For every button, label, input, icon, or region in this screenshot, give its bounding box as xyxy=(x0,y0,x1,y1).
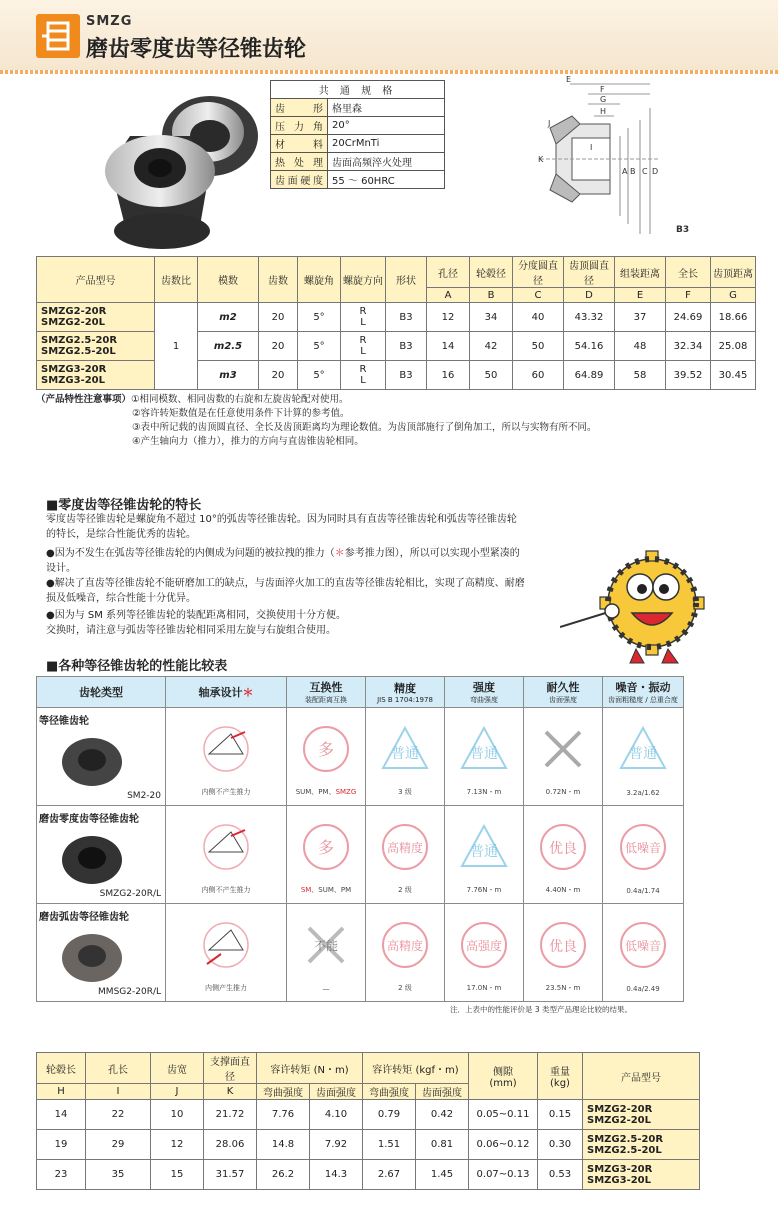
cell: 20 xyxy=(259,361,298,390)
interchange-cell xyxy=(287,708,366,806)
th-text: 噪音・振动 xyxy=(615,681,671,694)
spec-key: 压力角 xyxy=(271,117,328,135)
rating-cross-icon xyxy=(301,920,351,970)
th-bore: 孔径 xyxy=(427,257,470,288)
dim-label: J xyxy=(548,119,551,128)
strength-caption: 7.13N・m xyxy=(466,788,502,796)
dim-label: H xyxy=(600,107,607,116)
th-letter: B xyxy=(470,288,513,303)
th-sub: 弯曲强度 xyxy=(470,696,498,704)
cell: 2.67 xyxy=(363,1160,416,1190)
spec-key: 热处理 xyxy=(271,153,328,171)
caption-text: SUM、PM、 xyxy=(295,788,336,796)
model-number: SMZG2.5-20L xyxy=(587,1144,662,1156)
th-durability xyxy=(524,677,603,708)
spec-key: 齿面硬度 xyxy=(271,171,328,189)
rating-text: 高强度 xyxy=(465,939,503,953)
durability-caption: 4.40N・m xyxy=(545,886,581,894)
th-ratio: 齿数比 xyxy=(155,257,198,303)
th-letter: C xyxy=(513,288,564,303)
cell: 14.3 xyxy=(310,1160,363,1190)
rating-cross-icon xyxy=(538,724,588,774)
th-precision xyxy=(366,677,445,708)
model-number: SMZG3-20R xyxy=(587,1163,653,1175)
cell: 10 xyxy=(151,1100,204,1130)
ratio-cell: 1 xyxy=(155,303,198,390)
dim-label: B xyxy=(630,167,636,176)
precision-cell xyxy=(366,904,445,1002)
cell: 39.52 xyxy=(666,361,711,390)
interchange-cell xyxy=(287,904,366,1002)
cell: 5° xyxy=(298,332,341,361)
rating-text: 普通 xyxy=(391,746,419,762)
spec-value: 20° xyxy=(328,117,445,135)
cell: B3 xyxy=(386,303,427,332)
dim-label: A xyxy=(622,167,628,176)
gear-type-cell xyxy=(37,708,166,806)
cell: m2 xyxy=(198,303,259,332)
cell: 5° xyxy=(298,361,341,390)
torque-table xyxy=(36,1052,700,1190)
th-text: 轴承设计 xyxy=(198,686,243,699)
th-letter: K xyxy=(204,1084,257,1100)
cell: 25.08 xyxy=(711,332,756,361)
th-letter: H xyxy=(37,1084,86,1100)
th-text: 强度 xyxy=(473,681,495,694)
caption-highlight: SM xyxy=(300,886,312,894)
rating-text: 不能 xyxy=(313,939,339,953)
comparison-row xyxy=(37,708,684,806)
cell: 20 xyxy=(259,303,298,332)
noise-cell xyxy=(603,708,684,806)
table-row xyxy=(37,1100,700,1130)
th-sub: 齿面强度 xyxy=(310,1084,363,1100)
cell: 0.42 xyxy=(416,1100,469,1130)
cell: 18.66 xyxy=(711,303,756,332)
cell: 23 xyxy=(37,1160,86,1190)
cell: 35 xyxy=(86,1160,151,1190)
spec-value: 格里森 xyxy=(328,99,445,117)
strength-caption: 17.0N・m xyxy=(466,984,502,992)
durability-cell xyxy=(524,904,603,1002)
cell: L xyxy=(360,346,366,357)
table-row xyxy=(37,361,756,390)
notes-label: （产品特性注意事项） xyxy=(36,394,132,405)
cell: 1.45 xyxy=(416,1160,469,1190)
th-letter: G xyxy=(711,288,756,303)
cell: 0.79 xyxy=(363,1100,416,1130)
th-sub: 齿面强度 xyxy=(416,1084,469,1100)
noise-cell xyxy=(603,806,684,904)
cell: 16 xyxy=(427,361,470,390)
note-item: ④产生轴向力（推力），推力的方向与直齿锥齿轮相同。 xyxy=(132,436,364,447)
th-shape: 形状 xyxy=(386,257,427,303)
rating-circle-icon xyxy=(459,920,509,970)
rating-triangle-icon xyxy=(459,822,509,872)
table-row xyxy=(37,303,756,332)
cell: 14.8 xyxy=(257,1130,310,1160)
gear-type-name: 等径锥齿轮 xyxy=(39,716,89,727)
rating-triangle-icon xyxy=(459,724,509,774)
th-text: 精度 xyxy=(394,682,416,695)
th-strength xyxy=(445,677,524,708)
gear-model: MMSG2-20R/L xyxy=(98,987,161,997)
rating-circle-icon xyxy=(618,920,668,970)
th-module: 模数 xyxy=(198,257,259,303)
rating-triangle-icon xyxy=(618,724,668,774)
cell: 0.15 xyxy=(538,1100,583,1130)
caption-text: 、SUM、PM xyxy=(311,886,352,894)
bearing-cell xyxy=(166,708,287,806)
cell: 26.2 xyxy=(257,1160,310,1190)
th-unit: (kg) xyxy=(550,1078,570,1089)
cell: 4.10 xyxy=(310,1100,363,1130)
th-pitch-dia: 分度圆直径 xyxy=(513,257,564,288)
cell: 29 xyxy=(86,1130,151,1160)
th-face-width: 齿宽 xyxy=(151,1053,204,1084)
rating-circle-icon xyxy=(380,920,430,970)
cell: 60 xyxy=(513,361,564,390)
spec-value: 齿面高频淬火处理 xyxy=(328,153,445,171)
table-row xyxy=(37,332,756,361)
star-mark: ＊ xyxy=(334,548,345,559)
interchange-caption: — xyxy=(322,985,330,993)
th-sub: 齿面强度 xyxy=(549,696,577,704)
cell: B3 xyxy=(386,361,427,390)
cell: 0.05~0.11 xyxy=(469,1100,538,1130)
cell: 34 xyxy=(470,303,513,332)
rating-circle-icon xyxy=(380,822,430,872)
rating-text: 高精度 xyxy=(386,841,424,855)
gear-type-cell xyxy=(37,806,166,904)
gear-photo xyxy=(57,732,127,792)
bearing-cell xyxy=(166,904,287,1002)
precision-cell xyxy=(366,708,445,806)
th-model: 产品型号 xyxy=(37,257,155,303)
cell: 40 xyxy=(513,303,564,332)
cell: L xyxy=(360,317,366,328)
noise-caption: 0.4a/1.74 xyxy=(626,887,660,895)
dim-label: I xyxy=(590,143,593,152)
th-crown-dist: 齿顶距离 xyxy=(711,257,756,288)
gear-mascot-illustration xyxy=(560,545,710,670)
th-sub: 装配距离互换 xyxy=(305,696,347,704)
th-sub: 齿面粗糙度 / 总重合度 xyxy=(608,696,678,704)
th-hub-length: 轮毂长 xyxy=(37,1053,86,1084)
th-weight xyxy=(538,1053,583,1100)
cell: 20 xyxy=(259,332,298,361)
th-noise xyxy=(603,677,684,708)
bearing-diagram xyxy=(201,822,251,872)
th-torque-nm: 容许转矩 (N・m) xyxy=(257,1053,363,1084)
cell: 30.45 xyxy=(711,361,756,390)
note-item: ③表中所记载的齿顶圆直径、全长及齿顶距离均为理论数值。为齿顶部施行了倒角加工，所以与实物有所不同。 xyxy=(132,422,597,433)
cell: 22 xyxy=(86,1100,151,1130)
rating-text: 多 xyxy=(317,740,335,759)
cell: 14 xyxy=(37,1100,86,1130)
feature-bullet: ●因为与 SM 系列等径锥齿轮的装配距离相同，交换使用十分方便。 xyxy=(46,610,347,621)
rating-text: 普通 xyxy=(470,746,498,762)
spec-key: 材料 xyxy=(271,135,328,153)
cell: 32.34 xyxy=(666,332,711,361)
durability-caption: 23.5N・m xyxy=(545,984,581,992)
cell: 0.07~0.13 xyxy=(469,1160,538,1190)
star-mark: ＊ xyxy=(242,686,254,699)
cell: B3 xyxy=(386,332,427,361)
rating-text: 高精度 xyxy=(386,939,424,953)
noise-cell xyxy=(603,904,684,1002)
th-hub-dia: 轮毂径 xyxy=(470,257,513,288)
th-unit: (mm) xyxy=(489,1078,517,1089)
cell: 37 xyxy=(615,303,666,332)
th-bore-length: 孔长 xyxy=(86,1053,151,1084)
th-sub: 弯曲强度 xyxy=(363,1084,416,1100)
header-rule xyxy=(0,70,778,74)
comparison-row xyxy=(37,904,684,1002)
feature-bullet xyxy=(46,546,526,576)
strength-cell xyxy=(445,904,524,1002)
cell: 19 xyxy=(37,1130,86,1160)
cell: m2.5 xyxy=(198,332,259,361)
gear-photo xyxy=(57,928,127,988)
rating-text: 普通 xyxy=(470,844,498,860)
th-sub: 弯曲强度 xyxy=(257,1084,310,1100)
cell: 15 xyxy=(151,1160,204,1190)
model-number: SMZG3-20L xyxy=(587,1174,652,1186)
th-outer-dia: 齿顶圆直径 xyxy=(564,257,615,288)
spec-key: 齿形 xyxy=(271,99,328,117)
spec-value: 55 ～ 60HRC xyxy=(328,171,445,189)
bearing-diagram xyxy=(201,920,251,970)
model-number: SMZG3-20L xyxy=(41,375,106,386)
th-letter: D xyxy=(564,288,615,303)
model-number: SMZG2.5-20R xyxy=(41,335,118,346)
dim-label: K xyxy=(538,155,544,164)
rating-text: 普通 xyxy=(629,746,657,762)
bearing-diagram xyxy=(201,724,251,774)
th-text: 耐久性 xyxy=(546,681,580,694)
cell: L xyxy=(360,375,366,386)
logo xyxy=(36,14,80,58)
interchange-caption xyxy=(287,885,365,903)
cell: 0.30 xyxy=(538,1130,583,1160)
bevel-gear-photo xyxy=(90,76,260,252)
dim-label: D xyxy=(652,167,659,176)
th-interchange xyxy=(287,677,366,708)
cell: 58 xyxy=(615,361,666,390)
feature-text: 参考推力图），所以可以实现小型紧凑的设计。 xyxy=(46,548,520,574)
rating-circle-icon xyxy=(538,822,588,872)
cell: 50 xyxy=(513,332,564,361)
bearing-cell xyxy=(166,806,287,904)
feature-bullet: 交换时，请注意与弧齿等径锥齿轮相同采用左旋与右旋组合使用。 xyxy=(46,625,336,636)
precision-caption: 3 级 xyxy=(398,788,412,796)
model-number: SMZG2.5-20L xyxy=(41,346,116,357)
th-letter: A xyxy=(427,288,470,303)
comparison-table xyxy=(36,676,684,1002)
diagram-label: B3 xyxy=(676,225,690,235)
precision-caption: 2 级 xyxy=(398,984,412,992)
model-number: SMZG2-20R xyxy=(587,1103,653,1115)
features-intro: 零度齿等径锥齿轮是螺旋角不超过 10°的弧齿等径锥齿轮。因为同时具有直齿等径锥齿轮和弧齿等径锥齿轮的特长，是综合性能优秀的齿轮。 xyxy=(46,514,517,540)
th-backlash xyxy=(469,1053,538,1100)
thrust-caption: 内侧不产生推力 xyxy=(201,788,251,796)
notes xyxy=(36,393,597,449)
note-item: ②容许转矩数值是在任意使用条件下计算的参考值。 xyxy=(132,408,350,419)
cell: 14 xyxy=(427,332,470,361)
cell: 21.72 xyxy=(204,1100,257,1130)
th-letter: E xyxy=(615,288,666,303)
table-row xyxy=(37,1160,700,1190)
th-letter: F xyxy=(666,288,711,303)
noise-caption: 3.2a/1.62 xyxy=(626,789,660,797)
durability-cell xyxy=(524,806,603,904)
rating-text: 优良 xyxy=(549,841,577,857)
th-text: 重量 xyxy=(550,1067,570,1078)
th-letter: I xyxy=(86,1084,151,1100)
rating-text: 优良 xyxy=(549,939,577,955)
rating-text: 多 xyxy=(317,838,335,857)
cell: 12 xyxy=(151,1130,204,1160)
dim-label: C xyxy=(642,167,648,176)
caption-highlight: SMZG xyxy=(335,788,357,796)
th-letter: J xyxy=(151,1084,204,1100)
th-torque-kgf: 容许转矩 (kgf・m) xyxy=(363,1053,469,1084)
cell: 54.16 xyxy=(564,332,615,361)
th-teeth: 齿数 xyxy=(259,257,298,303)
model-number: SMZG3-20R xyxy=(41,364,107,375)
thrust-caption: 内侧产生推力 xyxy=(205,984,247,992)
comparison-row xyxy=(37,806,684,904)
cell: 42 xyxy=(470,332,513,361)
cell: 48 xyxy=(615,332,666,361)
gear-logo-icon xyxy=(36,14,80,58)
th-model: 产品型号 xyxy=(583,1053,700,1100)
th-support-dia: 支撑面直径 xyxy=(204,1053,257,1084)
th-sub: JIS B 1704:1978 xyxy=(377,696,433,704)
page-title: 磨齿零度齿等径锥齿轮 xyxy=(86,37,307,62)
rating-text: 低噪音 xyxy=(624,939,662,953)
brand: SMZG xyxy=(86,14,133,29)
precision-caption: 2 级 xyxy=(398,886,412,894)
rating-circle-icon xyxy=(538,920,588,970)
gear-type-name: 磨齿零度齿等径锥齿轮 xyxy=(39,814,139,825)
model-number: SMZG2-20R xyxy=(41,306,107,317)
table-row xyxy=(37,1130,700,1160)
cell: R xyxy=(359,364,367,375)
dimension-diagram xyxy=(510,76,700,236)
gear-type-cell xyxy=(37,904,166,1002)
comparison-title: ■各种等径锥齿轮的性能比较表 xyxy=(46,659,228,674)
rating-circle-icon xyxy=(301,724,351,774)
interchange-cell xyxy=(287,806,366,904)
th-text: 互换性 xyxy=(309,681,343,694)
th-bearing xyxy=(166,677,287,708)
rating-circle-icon xyxy=(301,822,351,872)
strength-caption: 7.76N・m xyxy=(466,886,502,894)
cell: 7.92 xyxy=(310,1130,363,1160)
dim-label: E xyxy=(566,76,572,84)
cell: 7.76 xyxy=(257,1100,310,1130)
thrust-caption: 内侧不产生推力 xyxy=(201,886,251,894)
rating-text: 低噪音 xyxy=(624,841,662,855)
cell: 24.69 xyxy=(666,303,711,332)
gear-photo xyxy=(57,830,127,890)
features-title: ■零度齿等径锥齿轮的特长 xyxy=(46,498,202,513)
rating-triangle-icon xyxy=(380,724,430,774)
note-item: ①相同模数、相同齿数的右旋和左旋齿轮配对使用。 xyxy=(131,394,349,405)
interchange-caption xyxy=(287,787,365,805)
comparison-footnote: 注．上表中的性能评价是 3 类型产品理论比较的结果。 xyxy=(450,1005,633,1014)
cell: 64.89 xyxy=(564,361,615,390)
cell: 50 xyxy=(470,361,513,390)
common-specs-table xyxy=(270,80,445,189)
dim-label: G xyxy=(600,95,607,104)
feature-text: ●因为不发生在弧齿等径锥齿轮的内侧成为问题的被拉拽的推力（ xyxy=(46,548,335,559)
model-number: SMZG2-20L xyxy=(587,1114,652,1126)
dim-label: F xyxy=(600,85,605,94)
cell: 31.57 xyxy=(204,1160,257,1190)
cell: R xyxy=(359,306,367,317)
product-table xyxy=(36,256,756,390)
strength-cell xyxy=(445,806,524,904)
gear-model: SMZG2-20R/L xyxy=(99,889,161,899)
spec-value: 20CrMnTi xyxy=(328,135,445,153)
cell: R xyxy=(359,335,367,346)
durability-caption: 0.72N・m xyxy=(545,788,581,796)
th-direction: 螺旋方向 xyxy=(341,257,386,303)
strength-cell xyxy=(445,708,524,806)
cell: 12 xyxy=(427,303,470,332)
th-text: 侧隙 xyxy=(493,1067,513,1078)
cell: 43.32 xyxy=(564,303,615,332)
cell: 5° xyxy=(298,303,341,332)
feature-bullet: ●解决了直齿等径锥齿轮不能研磨加工的缺点，与齿面淬火加工的直齿等径锥齿轮相比，实现了高精度、耐磨损及低噪音，综合性能十分优异。 xyxy=(46,578,525,604)
th-angle: 螺旋角 xyxy=(298,257,341,303)
th-mount-dist: 组装距离 xyxy=(615,257,666,288)
th-length: 全长 xyxy=(666,257,711,288)
model-number: SMZG2-20L xyxy=(41,317,106,328)
specs-heading: 共 通 规 格 xyxy=(271,81,445,99)
cell: 28.06 xyxy=(204,1130,257,1160)
th-type: 齿轮类型 xyxy=(37,677,166,708)
rating-circle-icon xyxy=(618,822,668,872)
cell: 1.51 xyxy=(363,1130,416,1160)
cell: 0.53 xyxy=(538,1160,583,1190)
model-number: SMZG2.5-20R xyxy=(587,1133,664,1145)
noise-caption: 0.4a/2.49 xyxy=(626,985,660,993)
cell: 0.06~0.12 xyxy=(469,1130,538,1160)
precision-cell xyxy=(366,806,445,904)
durability-cell xyxy=(524,708,603,806)
gear-model: SM2-20 xyxy=(127,791,161,801)
cell: 0.81 xyxy=(416,1130,469,1160)
gear-type-name: 磨齿弧齿等径锥齿轮 xyxy=(39,912,129,923)
cell: m3 xyxy=(198,361,259,390)
